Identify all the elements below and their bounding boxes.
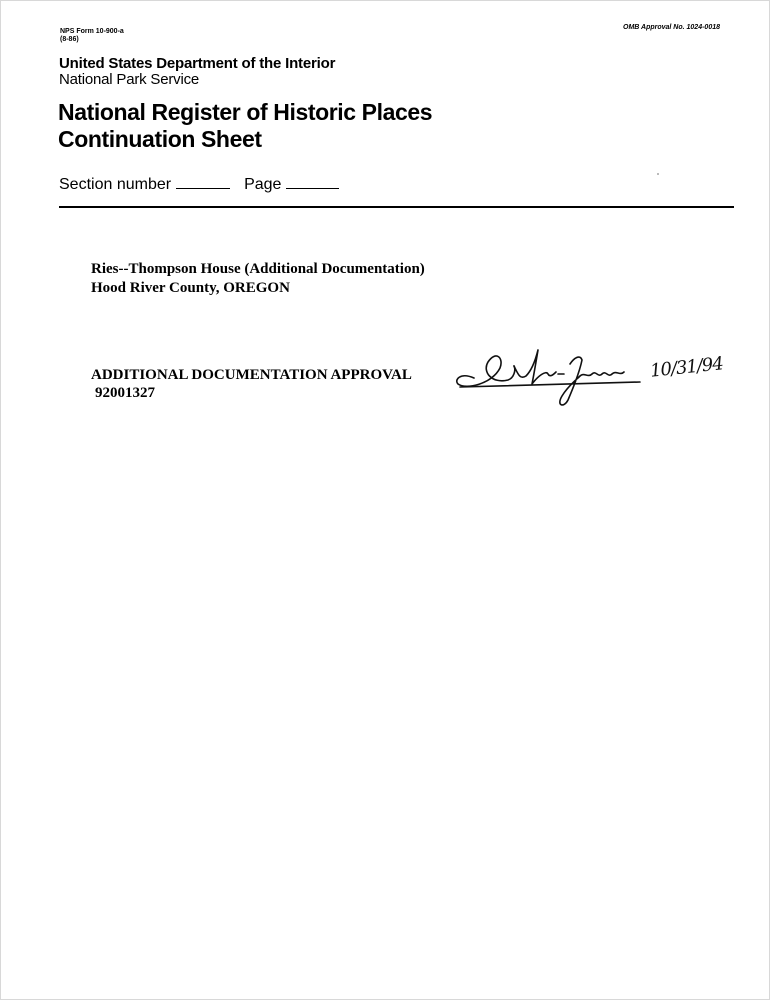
service-name: National Park Service (59, 71, 200, 88)
reference-number: 92001327 (95, 385, 155, 401)
section-number-field[interactable] (176, 187, 230, 189)
property-county: Hood River County, OREGON (91, 280, 290, 296)
section-page-row (59, 176, 339, 194)
form-number-text: NPS Form 10-900-a (60, 28, 124, 35)
page-title (58, 99, 432, 153)
page-number-field[interactable] (286, 187, 339, 189)
title-line-2: Continuation Sheet (58, 126, 262, 152)
department-name: United States Department of the Interior (59, 55, 336, 72)
page-label: Page (244, 176, 282, 193)
title-line-1: National Register of Historic Places (58, 99, 433, 125)
signature-date: 10/31/94 (649, 353, 724, 382)
omb-approval: OMB Approval No. 1024-0018 (623, 24, 720, 31)
scan-speck (657, 173, 659, 175)
header-divider (59, 206, 734, 208)
approval-label: ADDITIONAL DOCUMENTATION APPROVAL (91, 367, 412, 383)
section-number-label: Section number (59, 176, 172, 193)
property-name: Ries--Thompson House (Additional Documentation) (91, 261, 425, 277)
form-number (60, 28, 124, 44)
form-revision-text: (8-86) (60, 36, 79, 43)
